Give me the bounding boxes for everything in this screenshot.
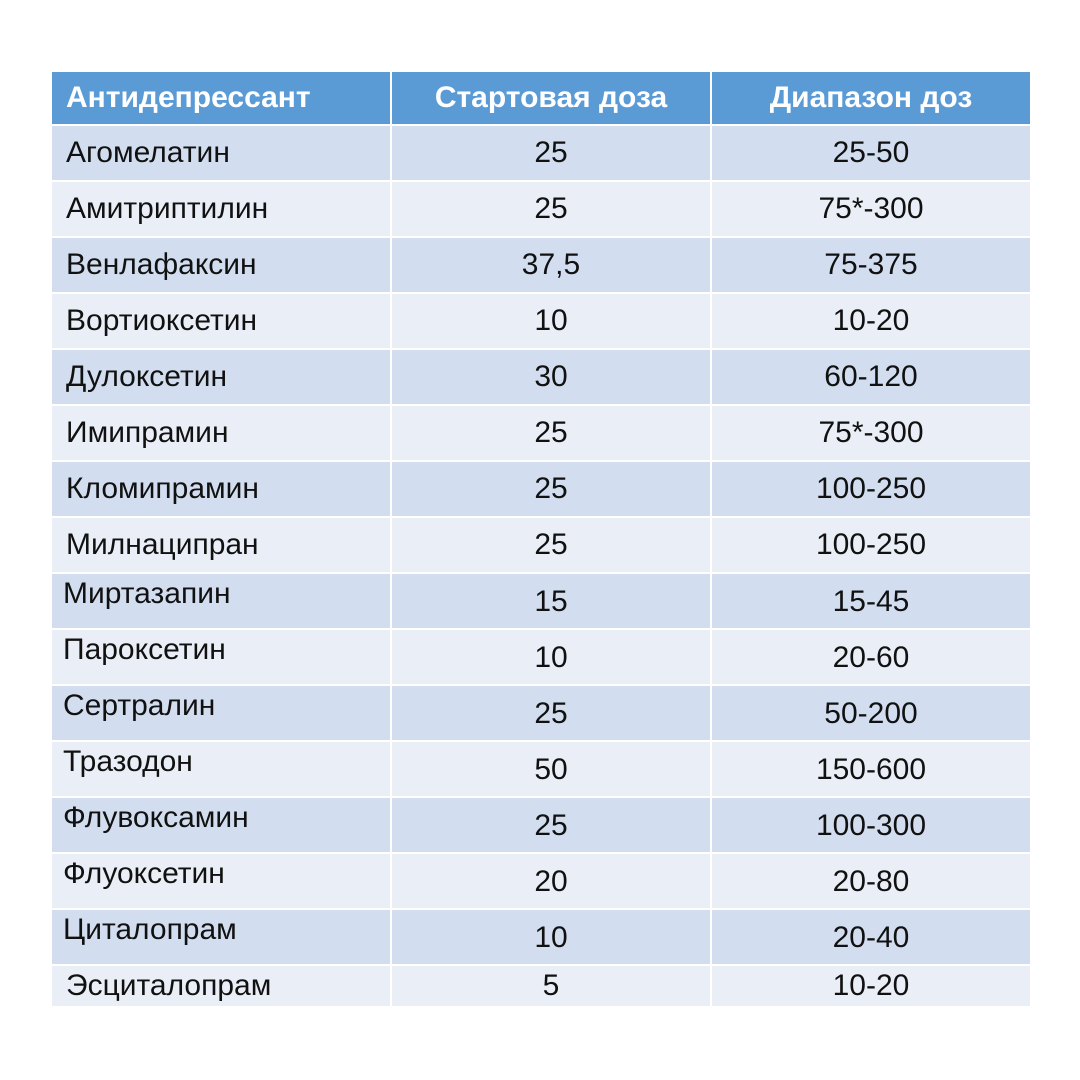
table-body bbox=[51, 125, 1031, 1007]
table-row bbox=[51, 741, 1031, 797]
dose-range-cell: 50-200 bbox=[711, 685, 1031, 741]
drug-name-cell: Имипрамин bbox=[51, 405, 391, 461]
table-row bbox=[51, 349, 1031, 405]
table-row bbox=[51, 573, 1031, 629]
dosage-table-container bbox=[50, 70, 1030, 1008]
table-row bbox=[51, 405, 1031, 461]
drug-name-cell: Милнаципран bbox=[51, 517, 391, 573]
drug-name-cell: Агомелатин bbox=[51, 125, 391, 181]
start-dose-cell: 25 bbox=[391, 125, 711, 181]
start-dose-cell: 25 bbox=[391, 685, 711, 741]
table-row bbox=[51, 293, 1031, 349]
header-row bbox=[51, 71, 1031, 125]
header-antidepressant: Антидепрессант bbox=[51, 71, 391, 125]
drug-name-cell: Венлафаксин bbox=[51, 237, 391, 293]
start-dose-cell: 25 bbox=[391, 797, 711, 853]
start-dose-cell: 20 bbox=[391, 853, 711, 909]
antidepressant-dosage-table bbox=[50, 70, 1032, 1008]
dose-range-cell: 20-40 bbox=[711, 909, 1031, 965]
start-dose-cell: 10 bbox=[391, 629, 711, 685]
start-dose-cell: 15 bbox=[391, 573, 711, 629]
dose-range-cell: 20-60 bbox=[711, 629, 1031, 685]
drug-name-cell: Дулоксетин bbox=[51, 349, 391, 405]
drug-name-cell: Флуоксетин bbox=[51, 853, 391, 909]
table-row bbox=[51, 853, 1031, 909]
dose-range-cell: 25-50 bbox=[711, 125, 1031, 181]
dose-range-cell: 100-250 bbox=[711, 461, 1031, 517]
table-row bbox=[51, 965, 1031, 1007]
table-row bbox=[51, 125, 1031, 181]
table-row bbox=[51, 461, 1031, 517]
drug-name-cell: Флувоксамин bbox=[51, 797, 391, 853]
drug-name-cell: Миртазапин bbox=[51, 573, 391, 629]
dose-range-cell: 20-80 bbox=[711, 853, 1031, 909]
dose-range-cell: 75-375 bbox=[711, 237, 1031, 293]
start-dose-cell: 30 bbox=[391, 349, 711, 405]
table-row bbox=[51, 237, 1031, 293]
dose-range-cell: 75*-300 bbox=[711, 405, 1031, 461]
drug-name-cell: Кломипрамин bbox=[51, 461, 391, 517]
header-dose-range: Диапазон доз bbox=[711, 71, 1031, 125]
dose-range-cell: 10-20 bbox=[711, 965, 1031, 1007]
start-dose-cell: 25 bbox=[391, 405, 711, 461]
drug-name-cell: Вортиоксетин bbox=[51, 293, 391, 349]
dose-range-cell: 15-45 bbox=[711, 573, 1031, 629]
start-dose-cell: 37,5 bbox=[391, 237, 711, 293]
drug-name-cell: Пароксетин bbox=[51, 629, 391, 685]
start-dose-cell: 25 bbox=[391, 181, 711, 237]
drug-name-cell: Амитриптилин bbox=[51, 181, 391, 237]
start-dose-cell: 25 bbox=[391, 461, 711, 517]
start-dose-cell: 5 bbox=[391, 965, 711, 1007]
start-dose-cell: 25 bbox=[391, 517, 711, 573]
dose-range-cell: 10-20 bbox=[711, 293, 1031, 349]
dose-range-cell: 100-300 bbox=[711, 797, 1031, 853]
dose-range-cell: 60-120 bbox=[711, 349, 1031, 405]
start-dose-cell: 10 bbox=[391, 909, 711, 965]
table-row bbox=[51, 517, 1031, 573]
table-row bbox=[51, 181, 1031, 237]
start-dose-cell: 10 bbox=[391, 293, 711, 349]
start-dose-cell: 50 bbox=[391, 741, 711, 797]
table-row bbox=[51, 797, 1031, 853]
drug-name-cell: Сертралин bbox=[51, 685, 391, 741]
table-row bbox=[51, 685, 1031, 741]
dose-range-cell: 100-250 bbox=[711, 517, 1031, 573]
dose-range-cell: 150-600 bbox=[711, 741, 1031, 797]
table-row bbox=[51, 909, 1031, 965]
drug-name-cell: Циталопрам bbox=[51, 909, 391, 965]
header-start-dose: Стартовая доза bbox=[391, 71, 711, 125]
drug-name-cell: Эсциталопрам bbox=[51, 965, 391, 1007]
table-row bbox=[51, 629, 1031, 685]
dose-range-cell: 75*-300 bbox=[711, 181, 1031, 237]
drug-name-cell: Тразодон bbox=[51, 741, 391, 797]
table-header bbox=[51, 71, 1031, 125]
